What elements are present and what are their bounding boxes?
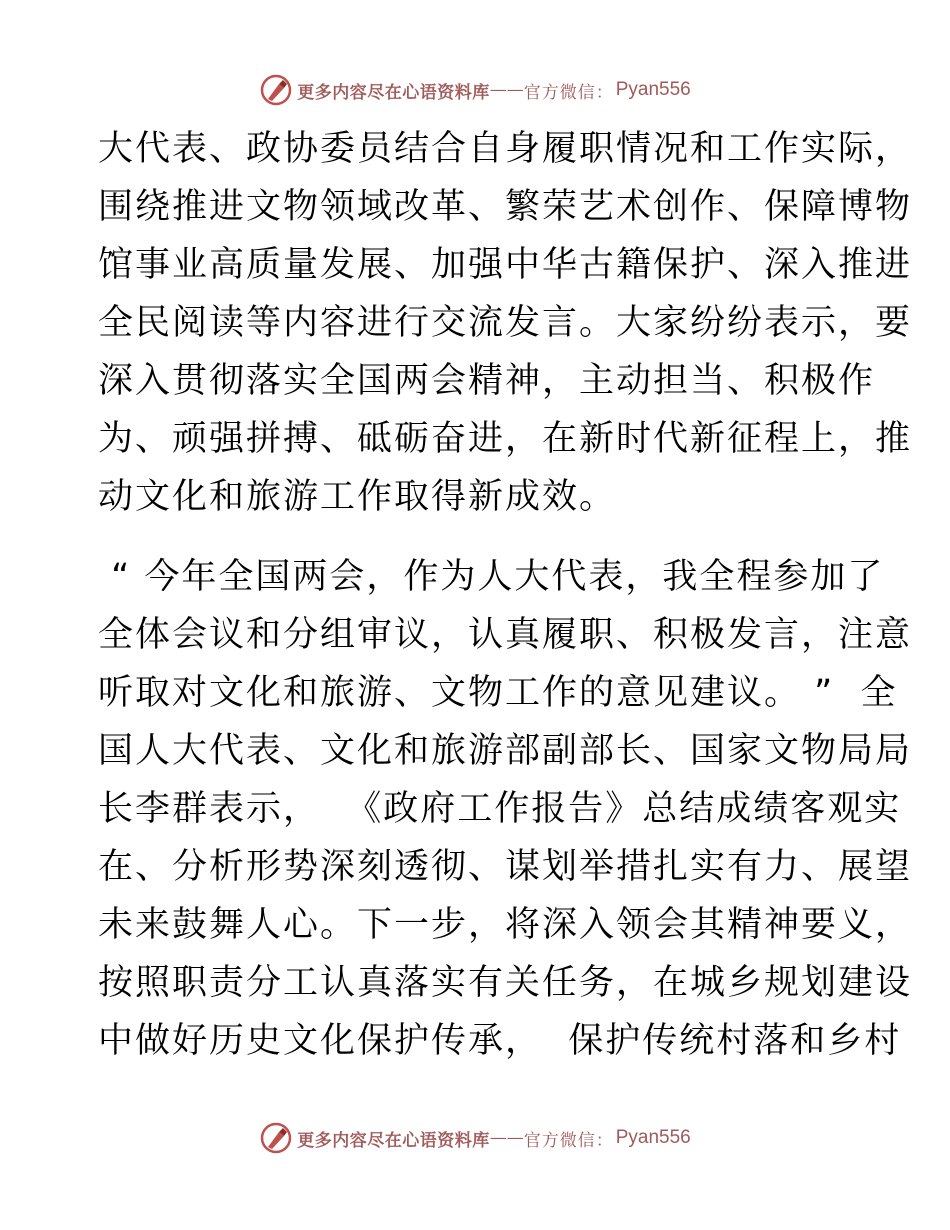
banner-wechat-id: Pyan556 xyxy=(615,79,691,100)
banner-wechat-label: 官方微信： xyxy=(523,1130,614,1151)
text-line: 馆事业高质量发展、加强中华古籍保护、深入推进 xyxy=(98,245,913,285)
text-line: 长李群表示， 《政府工作报告》总结成绩客观实 xyxy=(98,789,902,829)
banner-title: 更多内容尽在心语资料库 xyxy=(297,82,490,103)
text-line: 全体会议和分组审议，认真履职、积极发言，注意 xyxy=(98,615,913,655)
footer-banner xyxy=(0,1118,950,1158)
text-line: 在、分析形势深刻透彻、谋划举措扎实有力、展望 xyxy=(98,847,913,887)
text-line: 中做好历史文化保护传承， 保护传统村落和乡村 xyxy=(98,1021,902,1061)
document-body xyxy=(98,120,913,1070)
text-line: 未来鼓舞人心。下一步，将深入领会其精神要义， xyxy=(98,905,913,945)
text-line: 围绕推进文物领域改革、繁荣艺术创作、保障博物 xyxy=(98,187,913,227)
banner-wechat-label: 官方微信： xyxy=(523,82,614,103)
text-line: 听取对文化和旅游、文物工作的意见建议。 ” 全 xyxy=(98,673,898,713)
paragraph-2 xyxy=(98,548,913,1070)
paragraph-1 xyxy=(98,120,913,526)
banner-separator: —— xyxy=(489,80,524,100)
text-line: 按照职责分工认真落实有关任务，在城乡规划建设 xyxy=(98,963,913,1003)
text-line: 深入贯彻落实全国两会精神，主动担当、积极作 xyxy=(98,361,876,401)
text-line: 全民阅读等内容进行交流发言。大家纷纷表示，要 xyxy=(98,303,913,343)
paragraph-gap xyxy=(98,526,850,548)
text-line: 动文化和旅游工作取得新成效。 xyxy=(98,477,617,517)
text-line: “ 今年全国两会，作为人大代表，我全程参加了 xyxy=(98,557,885,597)
banner-wechat-id: Pyan556 xyxy=(615,1127,691,1148)
pen-logo-icon xyxy=(259,73,293,107)
header-banner xyxy=(0,70,950,110)
text-line: 为、顽强拼搏、砥砺奋进，在新时代新征程上，推 xyxy=(98,419,913,459)
banner-title: 更多内容尽在心语资料库 xyxy=(297,1130,490,1151)
banner-separator: —— xyxy=(489,1128,524,1148)
text-line: 大代表、政协委员结合自身履职情况和工作实际， xyxy=(98,129,913,169)
text-line: 国人大代表、文化和旅游部副部长、国家文物局局 xyxy=(98,731,913,771)
pen-logo-icon xyxy=(259,1121,293,1155)
